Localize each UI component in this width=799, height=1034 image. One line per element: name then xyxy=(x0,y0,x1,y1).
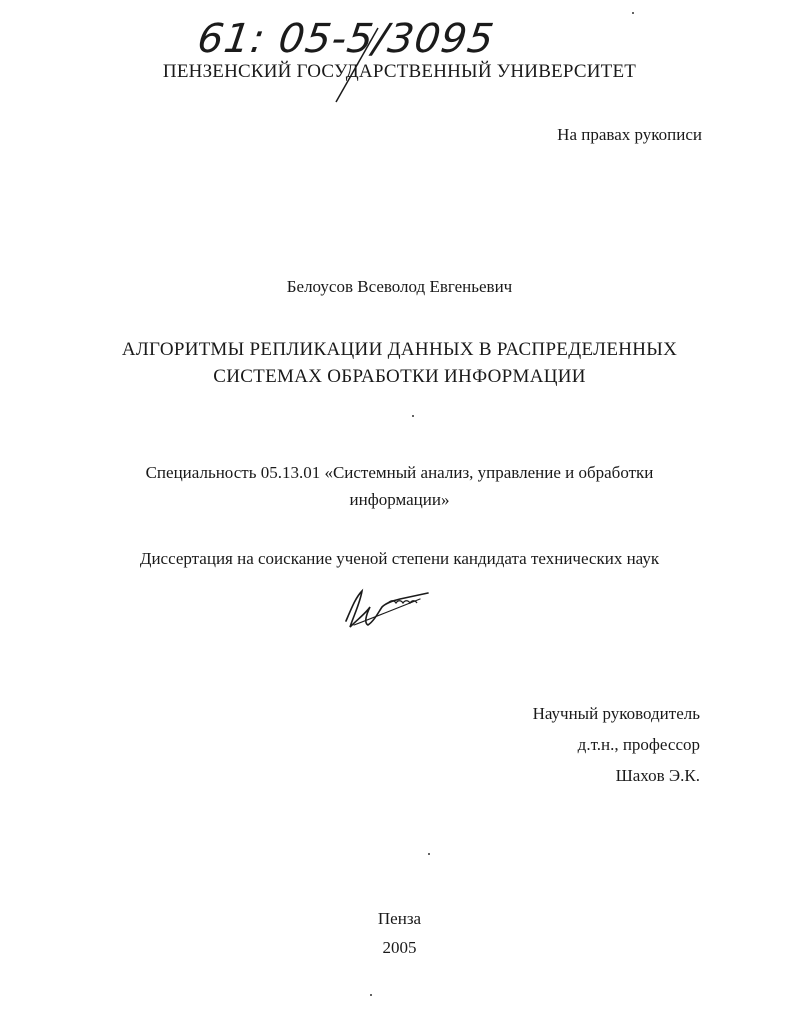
university-name: ПЕНЗЕНСКИЙ ГОСУДАРСТВЕННЫЙ УНИВЕРСИТЕТ xyxy=(162,61,637,82)
specialty xyxy=(0,459,799,513)
scan-speck xyxy=(632,12,634,14)
dissertation-title xyxy=(0,336,799,390)
title-line-1: АЛГОРИТМЫ РЕПЛИКАЦИИ ДАННЫХ В РАСПРЕДЕЛЕННЫХ xyxy=(121,339,678,360)
author-name: Белоусов Всеволод Евгеньевич xyxy=(286,277,513,296)
degree-statement: Диссертация на соискание ученой степени кандидата технических наук xyxy=(139,549,660,568)
signature-drawing xyxy=(340,585,435,633)
specialty-line-1: Специальность 05.13.01 «Системный анализ, управление и обработки xyxy=(145,463,654,482)
city: Пенза xyxy=(377,909,422,928)
handwritten-code-text: 61: 05-5/3095 xyxy=(194,16,498,62)
scan-speck xyxy=(428,853,430,855)
specialty-line-2: информации» xyxy=(349,490,450,509)
supervisor-credentials: д.т.н., профессор xyxy=(577,735,700,754)
supervisor-name: Шахов Э.К. xyxy=(615,766,700,785)
signature xyxy=(340,585,435,633)
year: 2005 xyxy=(382,938,417,957)
scan-speck xyxy=(370,994,372,996)
scan-speck xyxy=(412,415,414,417)
rights-note: На правах рукописи xyxy=(557,125,702,144)
supervisor-block xyxy=(533,698,700,791)
supervisor-label: Научный руководитель xyxy=(532,704,700,723)
title-line-2: СИСТЕМАХ ОБРАБОТКИ ИНФОРМАЦИИ xyxy=(213,366,586,387)
